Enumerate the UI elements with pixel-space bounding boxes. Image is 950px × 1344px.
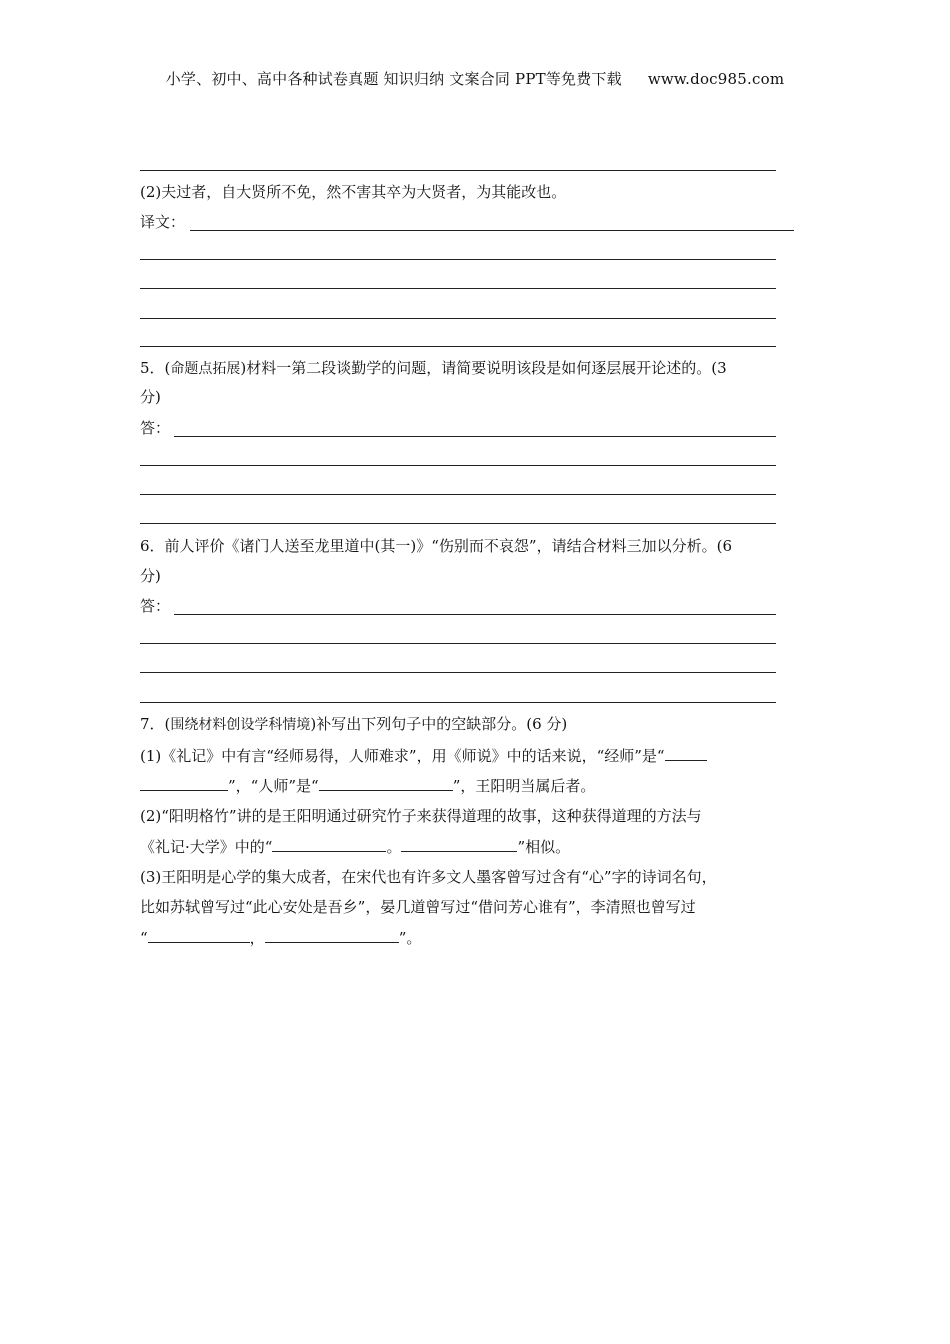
fill-blank[interactable]: [272, 836, 386, 852]
answer-line[interactable]: [140, 288, 776, 289]
q7-2-line2: [140, 836, 570, 857]
q6-answer-label: 答：: [140, 597, 171, 615]
q5-tag: 命题点拓展: [170, 361, 241, 377]
answer-line[interactable]: [190, 230, 794, 231]
answer-line[interactable]: [174, 436, 776, 437]
answer-line[interactable]: [140, 170, 776, 171]
page-header: [0, 68, 950, 89]
q7-2-text: 《礼记·大学》中的“: [140, 838, 273, 856]
answer-line[interactable]: [140, 259, 776, 260]
fill-blank[interactable]: [319, 775, 453, 791]
answer-line[interactable]: [140, 346, 776, 347]
q7-3-text: “: [140, 929, 148, 947]
q5-prompt: [140, 358, 727, 379]
q7-2-line1: (2)“阳明格竹”讲的是王阳明通过研究竹子来获得道理的故事，这种获得道理的方法与: [140, 807, 702, 825]
answer-line[interactable]: [140, 318, 776, 319]
answer-line[interactable]: [174, 614, 776, 615]
fill-blank[interactable]: [665, 745, 707, 761]
q7-tag: 围绕材料创设学科情境: [170, 717, 311, 733]
q5-prompt-cont: 分): [140, 388, 161, 406]
q7-2-text: ”相似。: [517, 838, 571, 856]
q7-2-text: 。: [386, 838, 402, 856]
q7-3-text: ，: [249, 929, 265, 947]
q7-prompt: [140, 714, 567, 735]
answer-line[interactable]: [140, 672, 776, 673]
q7-1-line2: [140, 775, 595, 796]
q7-3-text: ”。: [398, 929, 422, 947]
fill-blank[interactable]: [401, 836, 517, 852]
fill-blank[interactable]: [140, 775, 228, 791]
answer-line[interactable]: [140, 643, 776, 644]
answer-line[interactable]: [140, 523, 776, 524]
q4-2-sentence: (2)夫过者，自大贤所不免，然不害其卒为大贤者，为其能改也。: [140, 183, 567, 201]
answer-line[interactable]: [140, 702, 776, 703]
q7-1-line1: [140, 745, 707, 766]
q6-prompt: 6．前人评价《诸门人送至龙里道中(其一)》“伤别而不哀怨”，请结合材料三加以分析。(6: [140, 537, 732, 555]
header-text: 小学、初中、高中各种试卷真题 知识归纳 文案合同 PPT等免费下载: [165, 70, 622, 88]
q7-1-text: (1)《礼记》中有言“经师易得，人师难求”，用《师说》中的话来说，“经师”是“: [140, 747, 665, 765]
q6-prompt-cont: 分): [140, 567, 161, 585]
q7-number: 7．(: [140, 715, 171, 733]
q7-3-line1: (3)王阳明是心学的集大成者，在宋代也有许多文人墨客曾写过含有“心”字的诗词名句，: [140, 868, 717, 886]
q4-2-translation-label: 译文：: [140, 213, 186, 231]
q7-question: )补写出下列句子中的空缺部分。(6 分): [310, 715, 568, 733]
q7-3-line3: [140, 927, 421, 948]
answer-line[interactable]: [140, 494, 776, 495]
fill-blank[interactable]: [148, 927, 250, 943]
answer-line[interactable]: [140, 465, 776, 466]
header-url[interactable]: www.doc985.com: [647, 70, 785, 88]
fill-blank[interactable]: [265, 927, 399, 943]
q7-1-text: ”，“人师”是“: [228, 777, 319, 795]
q7-1-text: ”，王阳明当属后者。: [452, 777, 596, 795]
q7-3-line2: 比如苏轼曾写过“此心安处是吾乡”，晏几道曾写过“借问芳心谁有”，李清照也曾写过: [140, 898, 696, 916]
q5-question: )材料一第二段谈勤学的问题，请简要说明该段是如何逐层展开论述的。(3: [240, 359, 727, 377]
q5-answer-label: 答：: [140, 419, 171, 437]
q5-number: 5．(: [140, 359, 171, 377]
